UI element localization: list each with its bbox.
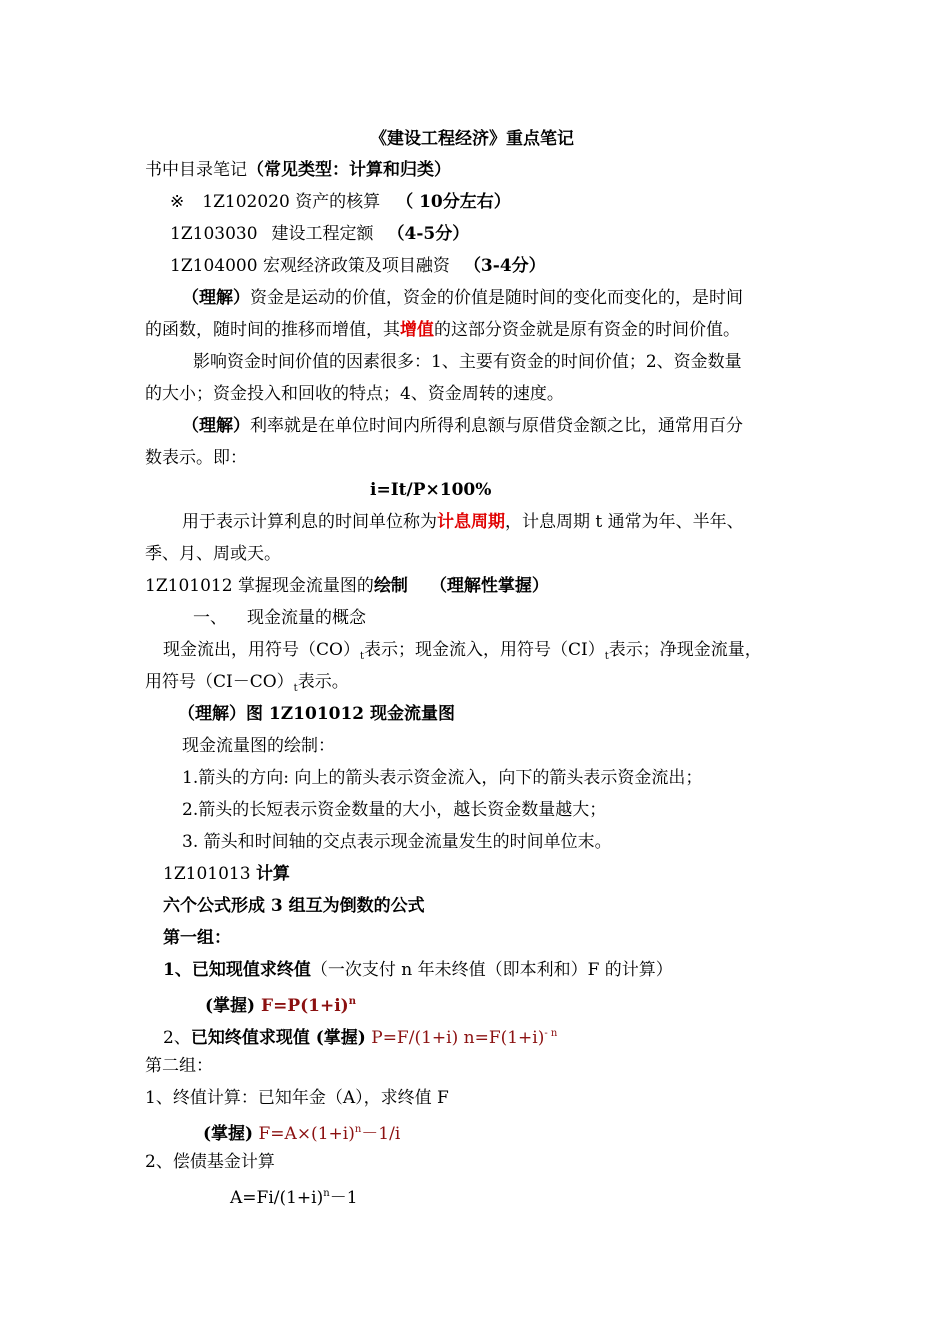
paragraph-text: 表示；净现金流量， [608,640,762,660]
page-title: 《建设工程经济》重点笔记 [370,129,574,149]
paragraph-factors-line2: 的大小；资金投入和回收的特点；4、资金周转的速度。 [145,384,564,404]
formula-exponent: n [323,1188,330,1199]
score-note: （3-4分） [463,256,546,276]
subscript-t: t [359,651,364,662]
group-2-item-2: 2、偿债基金计算 [145,1152,275,1172]
section-name: 计算 [255,864,290,884]
formula-text: A=Fi/(1+i) [230,1188,324,1208]
paragraph-period-line2: 季、月、周或天。 [145,544,281,564]
item-title: 已知终值求现值 (掌握) [190,1028,366,1048]
group-1-heading: 第一组： [163,928,231,948]
toc-intro [145,159,451,181]
figure-caption: （理解）图 1Z101012 现金流量图 [178,704,456,724]
section-name: 宏观经济政策及项目融资 [262,256,450,276]
paragraph-text: 表示。 [297,672,349,692]
section-code: 1Z103030 [170,224,258,244]
master-tag: (掌握) [203,1124,254,1144]
paragraph-text: 资金是运动的价值，资金的价值是随时间的变化而变化的，是时间 [250,288,743,308]
section-name: 建设工程定额 [271,224,374,244]
paragraph-text: 利率就是在单位时间内所得利息额与原借贷金额之比，通常用百分 [250,416,743,436]
formula-text: F=P(1+i) [261,996,349,1016]
formula-exponent: n [348,996,357,1007]
item-note: （一次支付 n 年未终值（即本利和）F 的计算） [310,960,673,980]
paragraph-text: 用符号（CI－CO） [145,672,294,692]
subscript-t: t [293,683,298,694]
section-heading-1z101012 [145,575,549,597]
drawing-rule-1: 1.箭头的方向: 向上的箭头表示资金流入，向下的箭头表示资金流出； [182,768,703,788]
section-code: 1Z101012 [145,576,233,596]
paragraph-text: 的这部分资金就是原有资金的时间价值。 [434,320,740,340]
drawing-rule-2: 2.箭头的长短表示资金数量的大小，越长资金数量越大； [182,800,607,820]
paragraph-period-line1 [182,511,744,533]
paragraph-interest-line1 [182,415,743,437]
formula-annuity-future-value [203,1119,400,1145]
formula-future-value [205,991,356,1017]
score-note: （ 10分左右） [396,192,511,212]
paragraph-interest-line2: 数表示。即： [145,448,247,468]
group-1-item-2 [163,1023,557,1049]
paragraph-text: 现金流出，用符号（CO） [163,640,360,660]
paragraph-time-value-line2 [145,319,740,341]
reference-mark: ※ [170,192,185,212]
toc-line-1z102020 [170,191,511,213]
section-name: 资产的核算 [295,192,381,212]
subsection-title: 现金流量的概念 [247,608,366,628]
formula-text: F=A×(1+i) [258,1124,355,1144]
drawing-rule-3: 3. 箭头和时间轴的交点表示现金流量发生的时间单位末。 [182,832,612,852]
toc-intro-note: （常见类型：计算和归类） [247,160,451,180]
subsection-number: 一、 [193,608,227,628]
group-2-item-1: 1、终值计算：已知年金（A），求终值 F [145,1088,449,1108]
group-1-item-1 [163,959,673,981]
item-number: 2、 [163,1028,191,1048]
six-formulas-heading: 六个公式形成 3 组互为倒数的公式 [163,896,425,916]
formula-text: －1 [329,1188,358,1208]
understand-tag: （理解） [182,288,250,308]
item-title: 1、已知现值求终值 [163,960,311,980]
section-code: 1Z104000 [170,256,258,276]
understand-tag: （理解） [182,416,250,436]
paragraph-text: 的函数，随时间的推移而增值，其 [145,320,400,340]
section-name: 掌握现金流量图的 [237,576,374,596]
cashflow-symbols-line1 [163,639,762,668]
drawing-intro: 现金流量图的绘制： [182,736,335,756]
toc-line-1z103030 [170,223,469,245]
formula-sinking-fund [230,1183,358,1209]
score-note: （4-5分） [387,224,470,244]
formula-text: －1/i [361,1124,401,1144]
formula-part: P×100% [412,480,492,500]
formula-exponent: n [354,1124,362,1135]
interest-formula [370,479,491,501]
section-code: 1Z102020 [202,192,290,212]
section-note: （理解性掌握） [429,576,549,596]
cashflow-symbols-line2 [145,671,349,700]
highlight-term: 计息周期 [437,512,505,532]
section-code: 1Z101013 [163,864,251,884]
group-2-heading: 第二组： [145,1056,213,1076]
paragraph-text: ，计息周期 t 通常为年、半年、 [505,512,744,532]
formula-text: P=F/(1+i) n=F(1+i) [371,1028,545,1048]
toc-line-1z104000 [170,255,546,277]
paragraph-time-value-line1 [182,287,743,309]
formula-exponent: - n [544,1028,558,1039]
toc-intro-text: 书中目录笔记 [145,160,247,180]
paragraph-text: 用于表示计算利息的时间单位称为 [182,512,437,532]
subsection-heading [193,607,366,629]
highlight-term: 增值 [400,320,434,340]
paragraph-factors-line1: 影响资金时间价值的因素很多：1、主要有资金的时间价值；2、资金数量 [193,352,742,372]
section-heading-1z101013 [163,863,290,885]
subscript-t: t [604,651,609,662]
formula-part: i=It/ [370,480,413,500]
section-name-bold: 绘制 [373,576,408,596]
paragraph-text: 表示；现金流入，用符号（CI） [363,640,605,660]
master-tag: (掌握) [205,996,256,1016]
